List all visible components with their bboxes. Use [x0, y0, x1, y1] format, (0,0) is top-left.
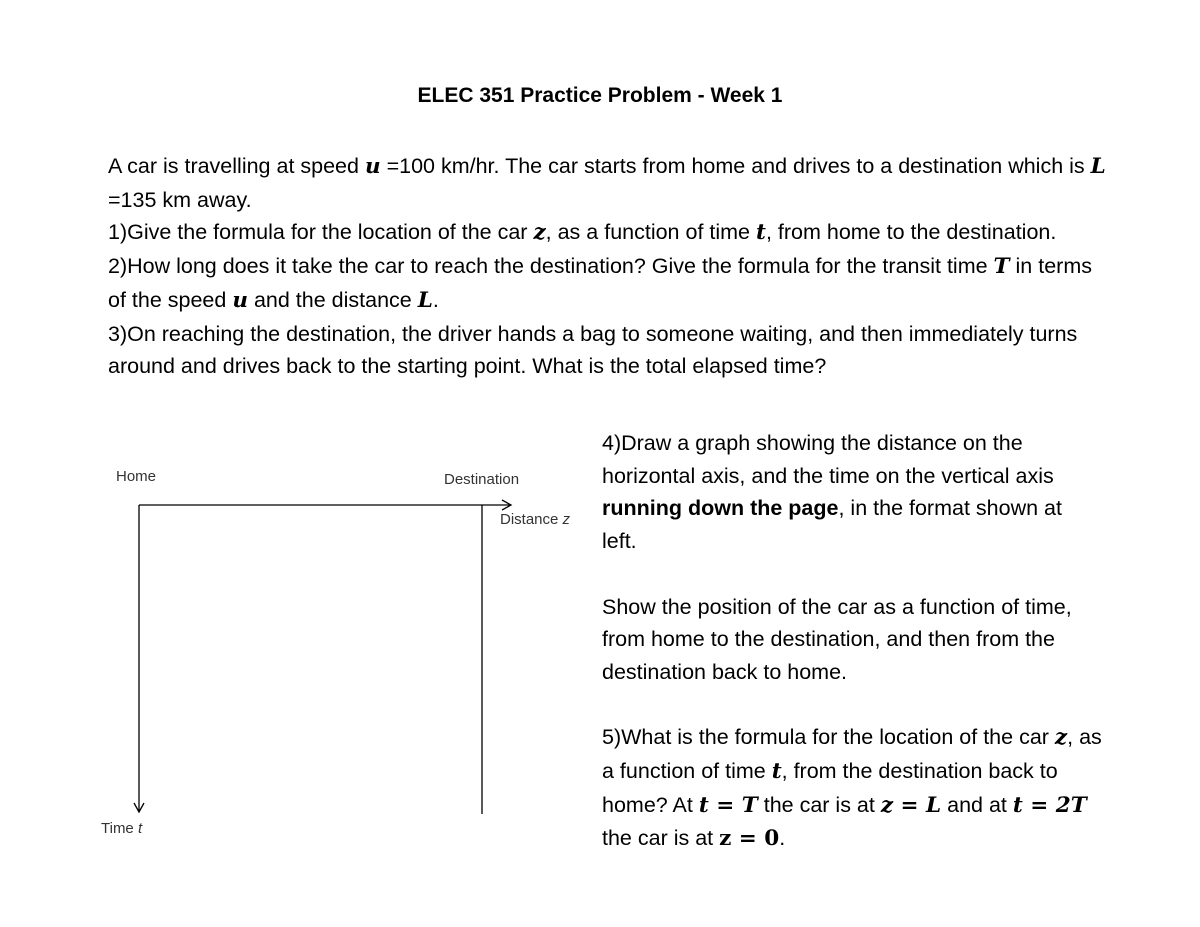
q5-text-a: 5)What is the formula for the location of the car — [602, 725, 1055, 750]
time-symbol: t — [771, 759, 782, 784]
question-3: 3)On reaching the destination, the driver hands a bag to someone waiting, and then immediately turns around and drives back to the starting point. What is the total elapsed time? — [108, 321, 1078, 379]
location-symbol: z — [1054, 725, 1068, 751]
destination-label: Destination — [444, 471, 520, 488]
q2-text-d: . — [432, 287, 439, 312]
q2-text-a: 2)How long does it take the car to reach the destination? Give the formula for the transit time — [108, 254, 994, 279]
q4-text-a: 4)Draw a graph showing the distance on the horizontal axis, and the time on the vertical axis — [602, 431, 1054, 488]
q1-text-b: , as a function of time — [545, 220, 756, 245]
q2-text-c: and the distance — [247, 287, 418, 312]
distance-axis-label: Distance z — [500, 511, 571, 528]
q5-text-f: the car is at — [602, 826, 720, 851]
speed-symbol: u — [232, 287, 248, 313]
q5-text-b: , as a function of time — [602, 725, 1102, 783]
q1-text-a: 1)Give the formula for the location of the car — [108, 220, 534, 245]
page-title: ELEC 351 Practice Problem - Week 1 — [417, 84, 783, 107]
distance-symbol: L — [417, 287, 433, 313]
transit-time-symbol: T — [993, 254, 1010, 280]
q5-text-c: , from the destination back to home? At — [602, 759, 1058, 817]
q5-text-g: . — [779, 826, 786, 851]
q2-text-b: in terms of the speed — [108, 254, 1092, 312]
location-symbol: z — [533, 220, 546, 246]
home-label: Home — [116, 468, 157, 485]
intro-text-c: =135 km away. — [108, 187, 252, 212]
q5-text-e: and at — [941, 792, 1013, 817]
time-axis-label: Time t — [101, 820, 143, 837]
intro-text-b: =100 km/hr. The car starts from home and drives to a destination which is — [380, 154, 1091, 178]
q5-text-d: the car is at — [757, 792, 881, 817]
equation-t-equals-T: t = T — [698, 792, 758, 818]
equation-t-equals-2T: t = 2T — [1012, 792, 1087, 818]
equation-z-equals-L: z = L — [880, 792, 942, 818]
q4-text-b: , in the format shown at left. — [602, 496, 1062, 554]
intro-text-a: A car is travelling at speed — [108, 154, 365, 178]
question-4-followup: Show the position of the car as a function of time, from home to the destination, and then from the destination back to home. — [602, 594, 1072, 684]
q4-emphasis: running down the page — [602, 496, 839, 521]
distance-symbol: L — [1090, 154, 1106, 179]
speed-symbol: u — [364, 154, 381, 179]
equation-z-equals-0: z = 0 — [719, 826, 780, 852]
q1-text-c: , from home to the destination. — [765, 220, 1057, 245]
time-symbol: t — [756, 220, 766, 246]
